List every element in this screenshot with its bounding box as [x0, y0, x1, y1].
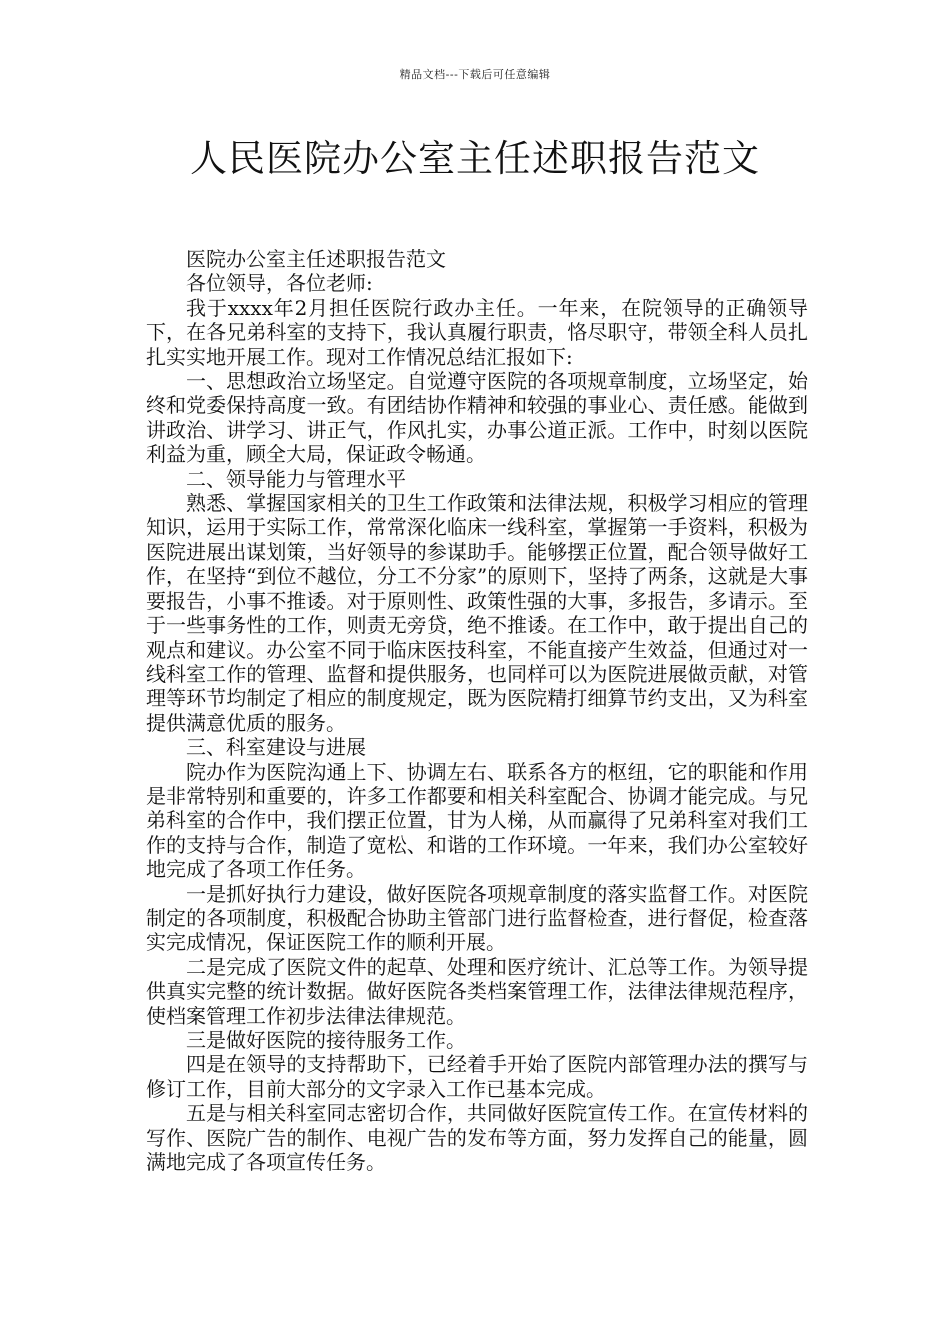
paragraph: 一是抓好执行力建设，做好医院各项规章制度的落实监督工作。对医院制定的各项制度，积极配合协助主管部门进行监督检查，进行督促，检查落实完成情况，保证医院工作的顺利开展。: [146, 881, 808, 955]
paragraph: 我于xxxx年2月担任医院行政办主任。一年来，在院领导的正确领导下，在各兄弟科室的支持下，我认真履行职责，恪尽职守，带领全科人员扎扎实实地开展工作。现对工作情况总结汇报如下:: [146, 295, 808, 369]
header-note: 精品文档---下载后可任意编辑: [399, 68, 551, 81]
paragraph: 五是与相关科室同志密切合作，共同做好医院宣传工作。在宣传材料的写作、医院广告的制作、电视广告的发布等方面，努力发挥自己的能量，圆满地完成了各项宣传任务。: [146, 1101, 808, 1175]
paragraph: 三是做好医院的接待服务工作。: [186, 1028, 466, 1052]
paragraph: 各位领导，各位老师:: [186, 271, 373, 296]
paragraph: 三、科室建设与进展: [186, 735, 366, 760]
document-title: 人民医院办公室主任述职报告范文: [190, 137, 760, 180]
paragraph: 医院办公室主任述职报告范文: [186, 247, 446, 271]
paragraph: 四是在领导的支持帮助下，已经着手开始了医院内部管理办法的撰写与修订工作，目前大部分的文字录入工作已基本完成。: [146, 1052, 808, 1101]
paragraph: 熟悉、掌握国家相关的卫生工作政策和法律法规，积极学习相应的管理知识，运用于实际工作，常常深化临床一线科室，掌握第一手资料，积极为医院进展出谋划策，当好领导的参谋助手。能够摆正位置，配合领导做好工作，在坚持“到位不越位，分工不分家”的原则下，坚持了两条，这就是大事要报告，小事不推诿。对于原则性、政策性强的大事，多报告，多请示。至于一些事务性的工作，则责无旁贷，绝不推诿。在工作中，敢于提出自己的观点和建议。办公室不同于临床医技科室，不能直接产生效益，但通过对一线科室工作的管理、监督和提供服务，也同样可以为医院进展做贡献，对管理等环节均制定了相应的制度规定，既为医院精打细算节约支出，又为科室提供满意优质的服务。: [146, 491, 808, 735]
paragraph: 二是完成了医院文件的起草、处理和医疗统计、汇总等工作。为领导提供真实完整的统计数据。做好医院各类档案管理工作，法律法律规范程序，使档案管理工作初步法律法律规范。: [146, 954, 808, 1028]
document-body: [146, 247, 808, 1174]
paragraph: 一、思想政治立场坚定。自觉遵守医院的各项规章制度，立场坚定，始终和党委保持高度一致。有团结协作精神和较强的事业心、责任感。能做到讲政治、讲学习、讲正气，作风扎实，办事公道正派。工作中，时刻以医院利益为重，顾全大局，保证政令畅通。: [146, 369, 808, 467]
paragraph: 院办作为医院沟通上下、协调左右、联系各方的枢纽，它的职能和作用是非常特别和重要的，许多工作都要和相关科室配合、协调才能完成。与兄弟科室的合作中，我们摆正位置，甘为人梯，从而赢得了兄弟科室对我们工作的支持与合作，制造了宽松、和谐的工作环境。一年来，我们办公室较好地完成了各项工作任务。: [146, 759, 808, 882]
paragraph: 二、领导能力与管理水平: [186, 466, 406, 491]
